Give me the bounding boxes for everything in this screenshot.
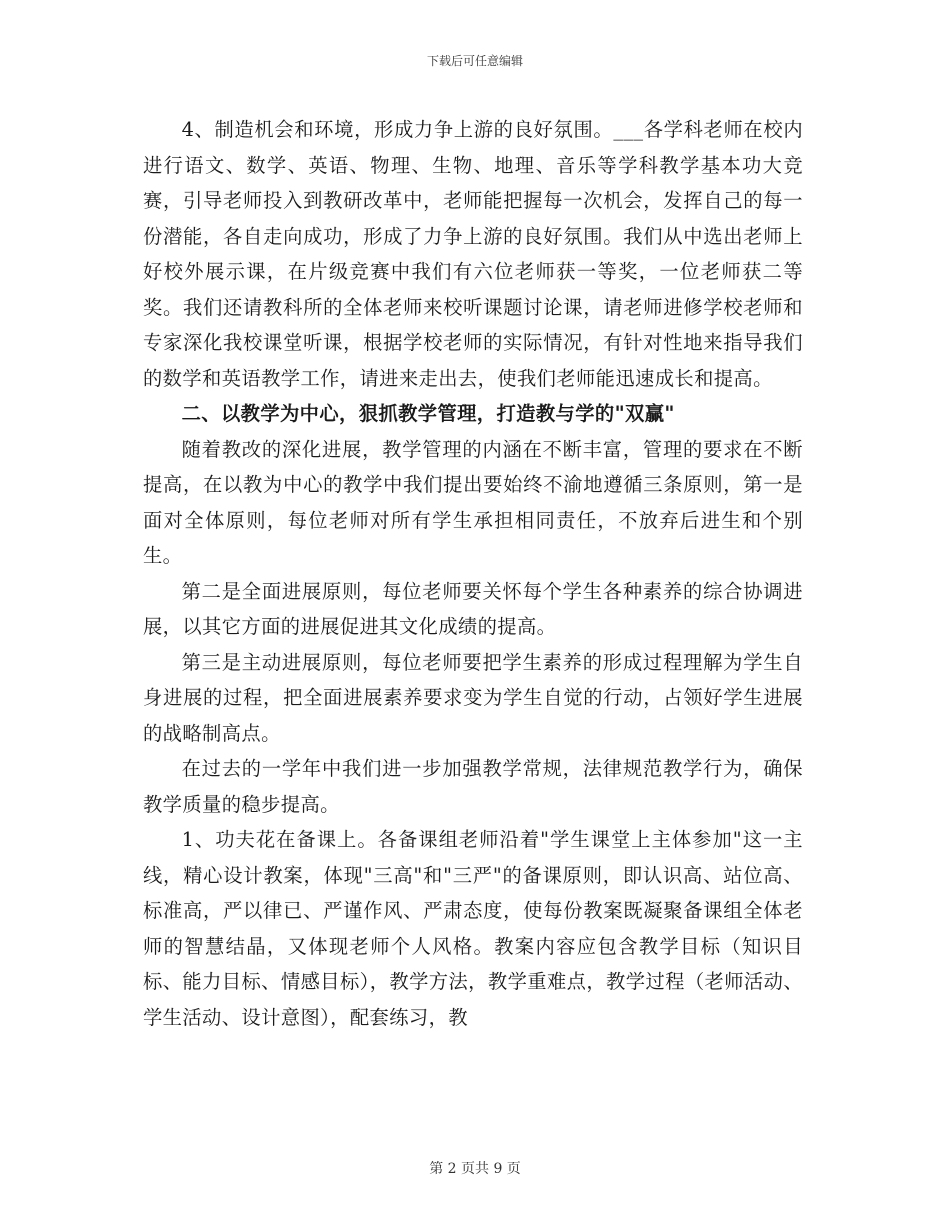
paragraph-lesson-prep: 1、功夫花在备课上。各备课组老师沿着"学生课堂上主体参加"这一主线，精心设计教案，体现"三高"和"三严"的备课原则，即认识高、站位高、标准高，严以律已、严谨作风、严肃态度，使每份教案既凝聚备课组全体老师的智慧结晶，又体现老师个人风格。教案内容应包含教学目标（知识目标、能力目标、情感目标），教学方法，教学重难点，教学过程（老师活动、学生活动、设计意图），配套练习，教 — [143, 828, 803, 1029]
paragraph-competition: 4、制造机会和环境，形成力争上游的良好氛围。___各学科老师在校内进行语文、数学、英语、物理、生物、地理、音乐等学科教学基本功大竞赛，引导老师投入到教研改革中，老师能把握每一次机会，发挥自己的每一份潜能，各自走向成功，形成了力争上游的良好氛围。我们从中选出老师上好校外展示课，在片级竞赛中我们有六位老师获一等奖，一位老师获二等奖。我们还请教科所的全体老师来校听课题讨论课，请老师进修学校老师和专家深化我校课堂听课，根据学校老师的实际情况，有针对性地来指导我们的数学和英语教学工作，请进来走出去，使我们老师能迅速成长和提高。 — [143, 118, 803, 390]
page-header: 下载后可任意编辑 — [426, 54, 523, 68]
paragraph-principle-two: 第二是全面进展原则，每位老师要关怀每个学生各种素养的综合协调进展，以其它方面的进展促进其文化成绩的提高。 — [143, 579, 803, 638]
paragraph-principle-three: 第三是主动进展原则，每位老师要把学生素养的形成过程理解为学生自身进展的过程，把全面进展素养要求变为学生自觉的行动，占领好学生进展的战略制高点。 — [143, 650, 803, 745]
page-number: 第 2 页共 9 页 — [429, 1161, 521, 1177]
section-heading: 二、以教学为中心，狠抓教学管理，打造教与学的"双赢" — [181, 402, 675, 425]
paragraph-principles: 随着教改的深化进展，教学管理的内涵在不断丰富，管理的要求在不断提高，在以教为中心的教学中我们提出要始终不渝地遵循三条原则，第一是面对全体原则，每位老师对所有学生承担相同责任，不放弃后进生和个别生。 — [143, 437, 803, 567]
document-body — [143, 112, 803, 1035]
paragraph-routine: 在过去的一学年中我们进一步加强教学常规，法律规范教学行为，确保教学质量的稳步提高。 — [143, 757, 803, 816]
